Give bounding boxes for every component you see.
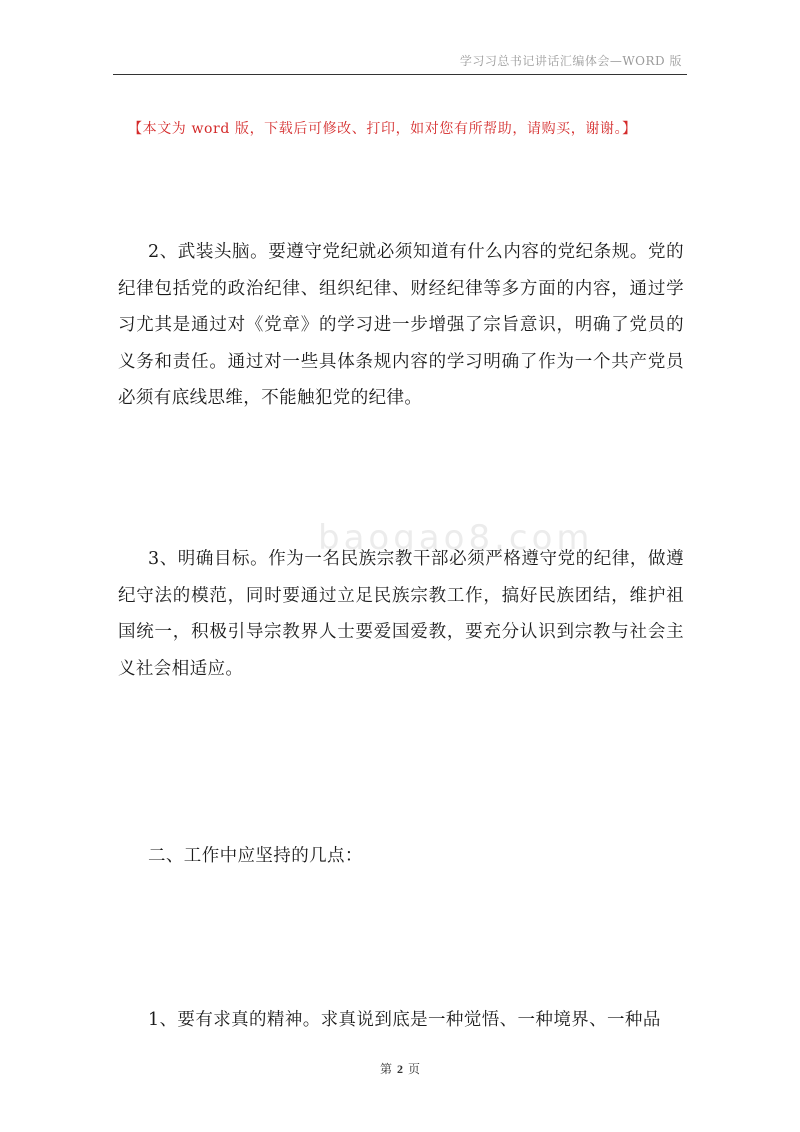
body-paragraph-clear-goal: 3、明确目标。作为一名民族宗教干部必须严格遵守党的纪律，做遵纪守法的模范，同时要通过立足民族宗教工作，搞好民族团结，维护祖国统一，积极引导宗教界人士要爱国爱教，要充分认识到宗教与社会主义社会相适应。	[118, 549, 684, 679]
watermark: baogao8.com	[318, 518, 594, 558]
download-notice: 【本文为 word 版，下载后可修改、打印，如对您有所帮助，请购买，谢谢。】	[128, 121, 637, 137]
page-number: 2	[397, 1062, 403, 1076]
body-paragraph-armed-mind: 2、武装头脑。要遵守党纪就必须知道有什么内容的党纪条规。党的纪律包括党的政治纪律、组织纪律、财经纪律等多方面的内容，通过学习尤其是通过对《党章》的学习进一步增强了宗旨意识，明确了党员的义务和责任。通过对一些具体条规内容的学习明确了作为一个共产党员必须有底线思维，不能触犯党的纪律。	[118, 242, 684, 408]
running-header: 学习习总书记讲话汇编体会—WORD 版	[459, 54, 682, 68]
header-divider	[113, 74, 687, 75]
section-heading: 二、工作中应坚持的几点：	[148, 846, 363, 866]
page-label-prefix: 第	[379, 1062, 392, 1076]
body-paragraph-truth-seeking: 1、要有求真的精神。求真说到底是一种觉悟、一种境界、一种品	[148, 1010, 661, 1030]
page-footer	[0, 1060, 800, 1077]
page-label-suffix: 页	[408, 1062, 421, 1076]
